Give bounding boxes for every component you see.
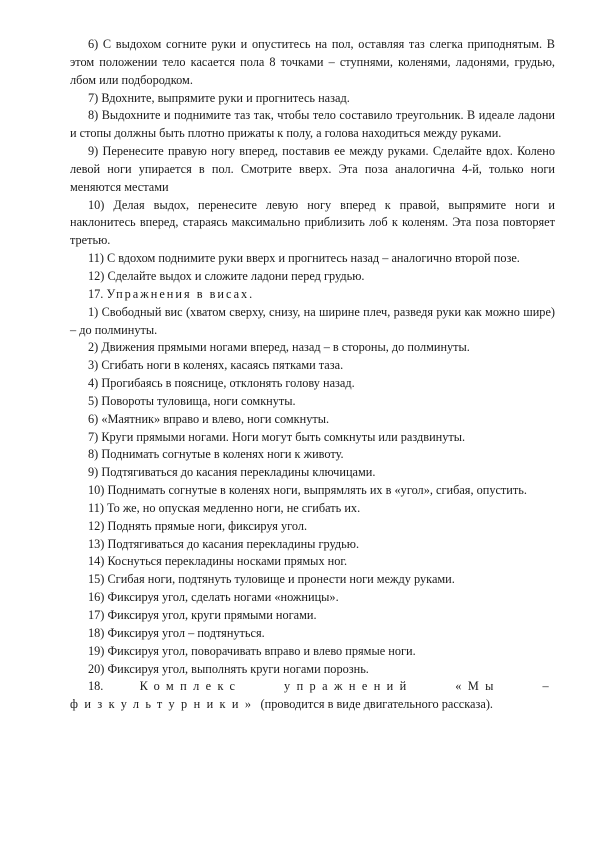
list-item: 17) Фиксируя угол, круги прямыми ногами.	[88, 608, 317, 622]
list-item: 2) Движения прямыми ногами вперед, назад – в стороны, до полминуты.	[88, 340, 470, 355]
list-item: 12) Поднять прямые ноги, фиксируя угол.	[88, 518, 308, 533]
list-item: 5) Повороты туловища, ноги сомкнуты.	[88, 393, 296, 408]
paragraph-step-10: 10) Делая выдох, перенесите левую ногу вперед к правой, выпрямите ноги и наклонитесь вперед, стараясь максимально приблизить лоб к коленям. Эта поза повторяет третью.	[70, 197, 555, 248]
section-18-note: (проводится в виде двигательного рассказа).	[260, 697, 493, 712]
list-item: 6) «Маятник» вправо и влево, ноги сомкнуты.	[88, 411, 330, 426]
section-18-title: Комплекс упражнений «Мы – физкультурники»	[70, 679, 555, 712]
paragraph-step-12: 12) Сделайте выдох и сложите ладони перед грудью.	[88, 268, 365, 283]
paragraph-step-7: 7) Вдохните, выпрямите руки и прогнитесь назад.	[88, 90, 350, 105]
paragraph-step-9: 9) Перенесите правую ногу вперед, поставив ее между руками. Сделайте вдох. Колено левой ноги упирается в пол. Смотрите вверх. Эта поза аналогична 4-й, только ноги меняются местами	[70, 144, 555, 194]
paragraph-step-8: 8) Выдохните и поднимите таз так, чтобы тело составило треугольник. В идеале ладони и стопы должны быть плотно прижаты к полу, а голова находиться между руками.	[70, 108, 555, 141]
list-item: 10) Поднимать согнутые в коленях ноги, выпрямлять их в «угол», сгибая, опустить.	[88, 483, 527, 498]
list-item: 18) Фиксируя угол – подтянуться.	[88, 625, 265, 640]
section-17-title: Упражнения в висах.	[106, 286, 255, 301]
list-item: 19) Фиксируя угол, поворачивать вправо и влево прямые ноги.	[88, 643, 416, 658]
list-item: 4) Прогибаясь в пояснице, отклонять голову назад.	[88, 376, 355, 391]
section-17-list	[70, 304, 555, 679]
list-item: 3) Сгибать ноги в коленях, касаясь пятками таза.	[88, 358, 344, 373]
list-item: 7) Круги прямыми ногами. Ноги могут быть сомкнуты или раздвинуты.	[88, 429, 466, 444]
section-17-number: 17.	[88, 286, 104, 301]
paragraph-step-11: 11) С вдохом поднимите руки вверх и прогнитесь назад – аналогично второй позе.	[88, 251, 520, 266]
section-17-heading	[70, 286, 555, 304]
list-item: 13) Подтягиваться до касания перекладины грудью.	[88, 536, 360, 551]
section-18-heading	[70, 678, 555, 714]
list-item: 15) Сгибая ноги, подтянуть туловище и пронести ноги между руками.	[88, 572, 455, 587]
list-item: 20) Фиксируя угол, выполнять круги ногами порознь.	[88, 661, 369, 676]
section-18-number: 18.	[88, 679, 104, 694]
paragraph-step-6: 6) С выдохом согните руки и опуститесь на пол, оставляя таз слегка приподнятым. В этом положении тело касается пола 8 точками – ступнями, коленями, ладонями, грудью, лбом или подбородком.	[70, 37, 555, 87]
list-item: 11) То же, но опуская медленно ноги, не сгибать их.	[88, 500, 361, 515]
list-item: 14) Коснуться перекладины носками прямых ног.	[88, 554, 348, 569]
list-item: 9) Подтягиваться до касания перекладины ключицами.	[88, 465, 376, 480]
list-item: 16) Фиксируя угол, сделать ногами «ножницы».	[88, 590, 339, 605]
list-item: 8) Поднимать согнутые в коленях ноги к животу.	[88, 447, 344, 462]
list-item: 1) Свободный вис (хватом сверху, снизу, на ширине плеч, разведя руки как можно шире) – до полминуты.	[70, 304, 555, 337]
document-page	[70, 36, 555, 714]
